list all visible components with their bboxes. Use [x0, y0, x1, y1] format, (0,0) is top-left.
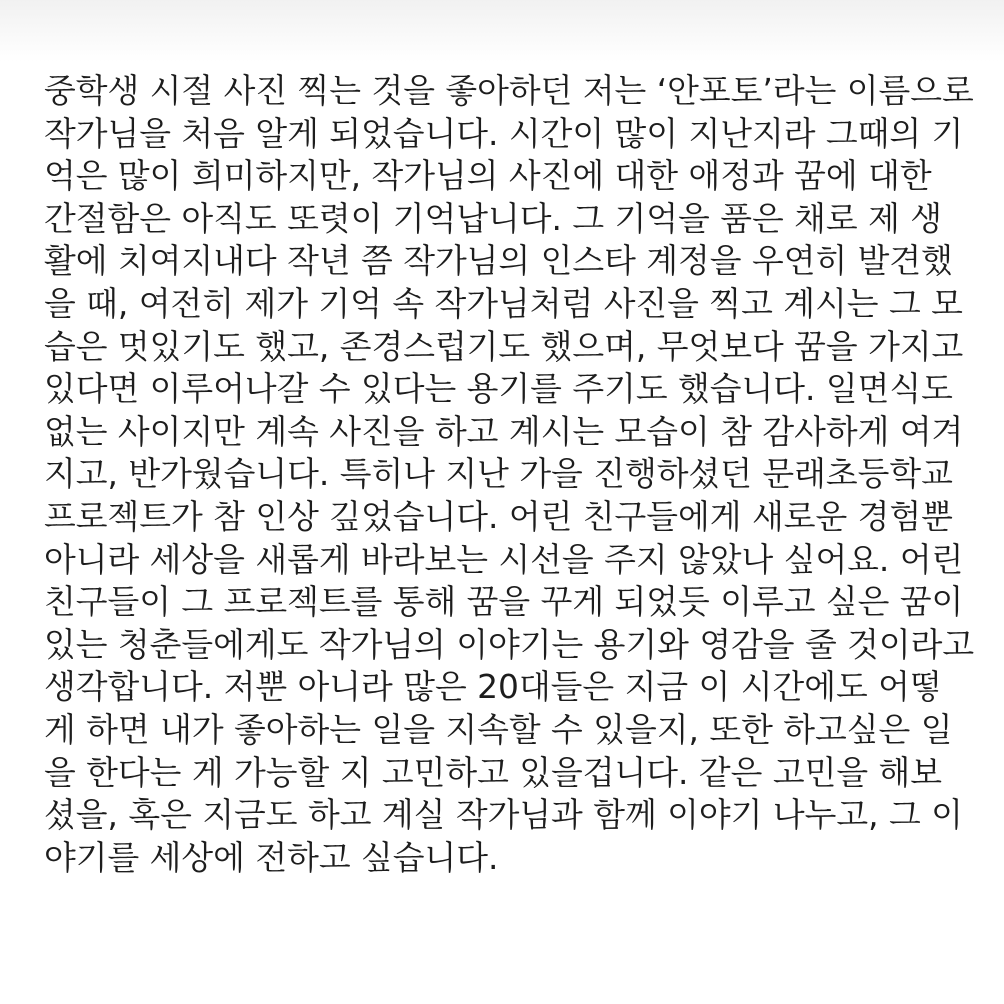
text-line: 작가님을 처음 알게 되었습니다. 시간이 많이 지난지라 그때의 기	[44, 113, 964, 153]
text-line: 간절함은 아직도 또렷이 기억납니다. 그 기억을 품은 채로 제 생	[44, 198, 943, 238]
text-line: 을 때, 여전히 제가 기억 속 작가님처럼 사진을 찍고 계시는 그 모	[44, 283, 963, 323]
text-line: 야기를 세상에 전하고 싶습니다.	[44, 837, 499, 877]
text-line: 을 한다는 게 가능할 지 고민하고 있을겁니다. 같은 고민을 해보	[44, 752, 943, 792]
text-line: 지고, 반가웠습니다. 특히나 지난 가을 진행하셨던 문래초등학교	[44, 454, 953, 494]
text-line: 있다면 이루어나갈 수 있다는 용기를 주기도 했습니다. 일면식도	[44, 369, 953, 409]
text-line: 게 하면 내가 좋아하는 일을 지속할 수 있을지, 또한 하고싶은 일	[44, 709, 953, 749]
text-line: 친구들이 그 프로젝트를 통해 꿈을 꾸게 되었듯 이루고 싶은 꿈이	[44, 582, 964, 622]
text-line: 중학생 시절 사진 찍는 것을 좋아하던 저는 ‘안포토’라는 이름으로	[44, 71, 974, 110]
text-line: 습은 멋있기도 했고, 존경스럽기도 했으며, 무엇보다 꿈을 가지고	[44, 326, 964, 366]
text-line: 있는 청춘들에게도 작가님의 이야기는 용기와 영감을 줄 것이라고	[44, 624, 975, 664]
top-gradient-band	[0, 0, 1004, 62]
text-line: 셨을, 혹은 지금도 하고 계실 작가님과 함께 이야기 나누고, 그 이	[44, 795, 963, 835]
text-line: 억은 많이 희미하지만, 작가님의 사진에 대한 애정과 꿈에 대한	[44, 156, 932, 196]
text-line: 활에 치여지내다 작년 쯤 작가님의 인스타 계정을 우연히 발견했	[44, 241, 953, 281]
text-line: 없는 사이지만 계속 사진을 하고 계시는 모습이 참 감사하게 여겨	[44, 411, 964, 451]
text-line: 프로젝트가 참 인상 깊었습니다. 어린 친구들에게 새로운 경험뿐	[44, 496, 953, 536]
letter-text	[44, 70, 974, 879]
text-line: 아니라 세상을 새롭게 바라보는 시선을 주지 않았나 싶어요. 어린	[44, 539, 964, 579]
text-line: 생각합니다. 저뿐 아니라 많은 20대들은 지금 이 시간에도 어떻	[44, 667, 942, 707]
